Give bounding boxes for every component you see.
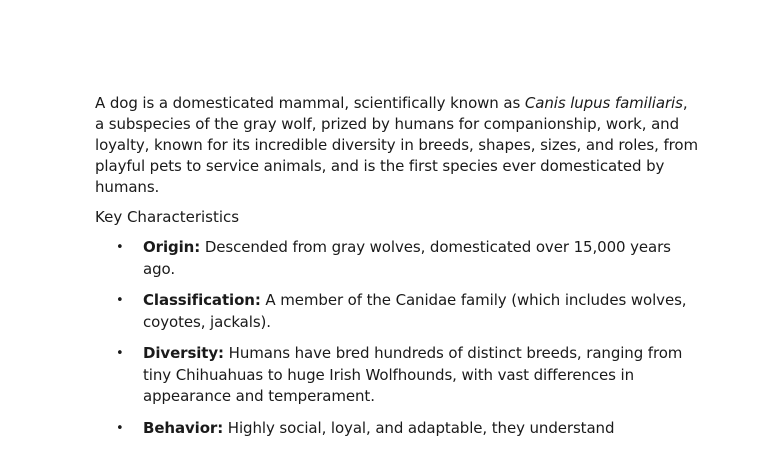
- bullet-icon: •: [116, 293, 124, 308]
- intro-text-before: A dog is a domesticated mammal, scientifically known as: [95, 94, 525, 112]
- intro-paragraph: [95, 93, 700, 198]
- item-text: Highly social, loyal, and adaptable, they understand: [223, 418, 615, 437]
- item-term: Origin:: [143, 238, 201, 256]
- key-characteristics-heading: Key Characteristics: [95, 208, 240, 226]
- item-text: Humans have bred hundreds of distinct breeds, ranging from tiny Chihuahuas to huge Irish Wolfhounds, with vast differences in appearance and temperament.: [143, 344, 683, 405]
- item-term: Behavior:: [143, 418, 224, 437]
- list-item-diversity: [95, 343, 700, 408]
- item-term: Diversity:: [143, 344, 224, 362]
- bullet-icon: •: [116, 346, 124, 361]
- bullet-icon: •: [116, 240, 124, 255]
- document-page: [95, 93, 700, 449]
- item-text: Descended from gray wolves, domesticated over 15,000 years ago.: [143, 238, 671, 278]
- scientific-name: Canis lupus familiaris: [524, 94, 683, 112]
- bullet-icon: •: [116, 420, 124, 436]
- item-term: Classification:: [143, 291, 261, 309]
- list-item-behavior: [95, 418, 700, 440]
- intro-text-after: , a subspecies of the gray wolf, prized by humans for companionship, work, and loyalty, known for its incredible diversity in breeds, shapes, sizes, and roles, from playful pets to service animals, and is the first species ever domesticated by humans.: [95, 94, 698, 196]
- key-characteristics-list: [95, 237, 700, 439]
- list-item-classification: [95, 290, 700, 333]
- item-text: A member of the Canidae family (which includes wolves, coyotes, jackals).: [143, 291, 687, 331]
- list-item-origin: [95, 237, 700, 280]
